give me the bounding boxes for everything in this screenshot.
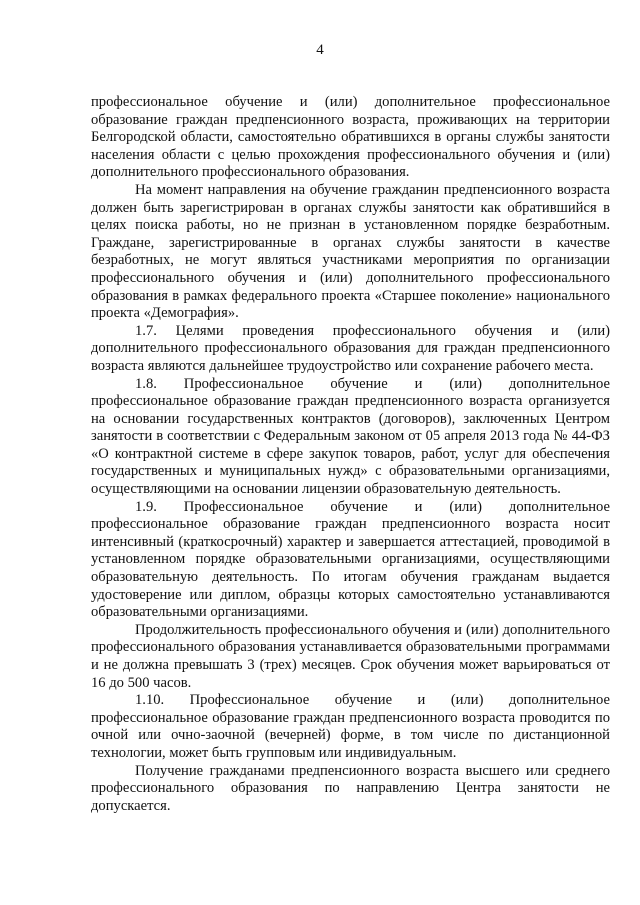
- paragraph-registration: На момент направления на обучение гражданин предпенсионного возраста должен быть зарегистрирован в органах службы занятости как обратившийся в целях поиска работы, но не признан в установленном порядке безработным. Граждане, зарегистрированные в органах службы занятости в качестве безработных, не могут являться участниками мероприятия по организации профессионального обучения и (или) дополнительного профессионального образования в рамках федерального проекта «Старшее поколение» национального проекта «Демография».: [91, 181, 610, 322]
- paragraph-duration: Продолжительность профессионального обучения и (или) дополнительного профессионального образования устанавливается образовательными программами и не должна превышать 3 (трех) месяцев. Срок обучения может варьироваться от 16 до 500 часов.: [91, 621, 610, 691]
- page-number: 4: [316, 42, 324, 58]
- paragraph-1-8: 1.8. Профессиональное обучение и (или) дополнительное профессиональное образование граждан предпенсионного возраста организуется на основании государственных контрактов (договоров), заключенных Центром занятости в соответствии с Федеральным законом от 05 апреля 2013 года № 44-ФЗ «О контрактной системе в сфере закупок товаров, работ, услуг для обеспечения государственных и муниципальных нужд» с образовательными организациями, осуществляющими на основании лицензии образовательную деятельность.: [91, 375, 610, 498]
- paragraph-1-7: 1.7. Целями проведения профессионального обучения и (или) дополнительного профессионального образования для граждан предпенсионного возраста являются дальнейшее трудоустройство или сохранение рабочего места.: [91, 322, 610, 374]
- paragraph-1-10: 1.10. Профессиональное обучение и (или) дополнительное профессиональное образование граждан предпенсионного возраста проводится по очной или очно-заочной (вечерней) форме, в том числе по дистанционной технологии, может быть групповым или индивидуальным.: [91, 692, 610, 761]
- document-body: [91, 94, 610, 815]
- paragraph-1-9: 1.9. Профессиональное обучение и (или) дополнительное профессиональное образование граждан предпенсионного возраста носит интенсивный (краткосрочный) характер и завершается аттестацией, проводимой в установленном порядке образовательными организациями, осуществляющими образовательную деятельность. По итогам обучения гражданам выдается удостоверение или диплом, образцы которых самостоятельно устанавливаются образовательными организациями.: [91, 498, 610, 621]
- paragraph-continuation: профессиональное обучение и (или) дополнительное профессиональное образование граждан предпенсионного возраста, проживающих на территории Белгородской области, самостоятельно обратившихся в органы службы занятости населения области с целью прохождения профессионального обучения и (или) дополнительного профессионального образования.: [91, 94, 610, 181]
- paragraph-higher-education: Получение гражданами предпенсионного возраста высшего или среднего профессионального образования по направлению Центра занятости не допускается.: [91, 762, 610, 814]
